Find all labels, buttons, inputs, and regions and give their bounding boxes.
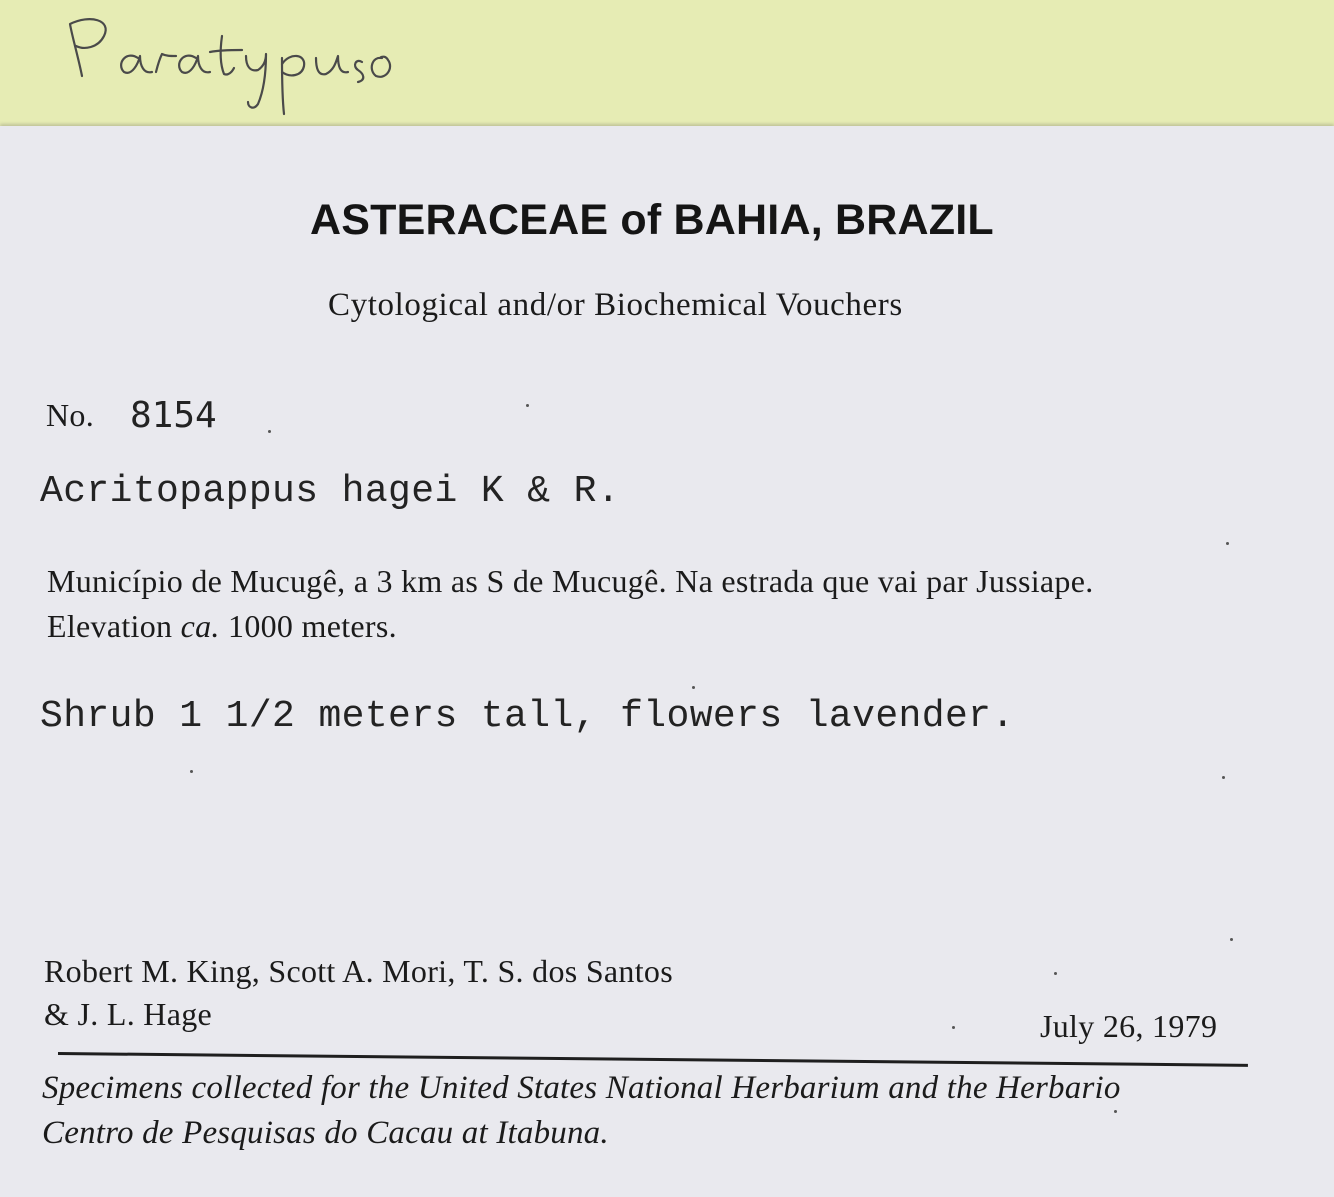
collectors-line-1: Robert M. King, Scott A. Mori, T. S. dos Santos [44, 953, 673, 989]
paper-speck [1226, 542, 1229, 545]
paper-speck [190, 770, 193, 773]
paper-speck [1230, 938, 1233, 941]
collection-date: July 26, 1979 [1040, 1008, 1218, 1044]
handwritten-annotation [60, 6, 420, 121]
label-subtitle: Cytological and/or Biochemical Vouchers [328, 287, 903, 323]
locality-line-1: Município de Mucugê, a 3 km as S de Mucugê. Na estrada que vai par Jussiape. [47, 563, 1094, 599]
paper-speck [268, 430, 271, 433]
paper-speck [526, 404, 529, 407]
paper-speck [952, 1026, 955, 1029]
collectors-line-2: & J. L. Hage [44, 996, 213, 1032]
voucher-number: 8154 [130, 395, 217, 436]
paper-speck [1222, 776, 1225, 779]
paper-speck [692, 686, 695, 689]
voucher-number-label: No. [46, 397, 95, 433]
paper-speck [1114, 1110, 1117, 1113]
locality-line-2 [47, 608, 397, 645]
species-name: Acritopappus hagei K & R. [40, 470, 621, 513]
footer-line-2: Centro de Pesquisas do Cacau at Itabuna. [42, 1115, 609, 1151]
label-title: ASTERACEAE of BAHIA, BRAZIL [310, 196, 994, 244]
elevation-circa: ca. [180, 608, 220, 644]
footer-line-1: Specimens collected for the United States National Herbarium and the Herbario [42, 1070, 1121, 1106]
annotation-strip [0, 0, 1334, 128]
elevation-value: 1000 meters. [219, 608, 397, 644]
habit-description: Shrub 1 1/2 meters tall, flowers lavender. [40, 695, 1015, 738]
elevation-prefix: Elevation [47, 608, 181, 644]
paper-speck [1054, 972, 1057, 975]
